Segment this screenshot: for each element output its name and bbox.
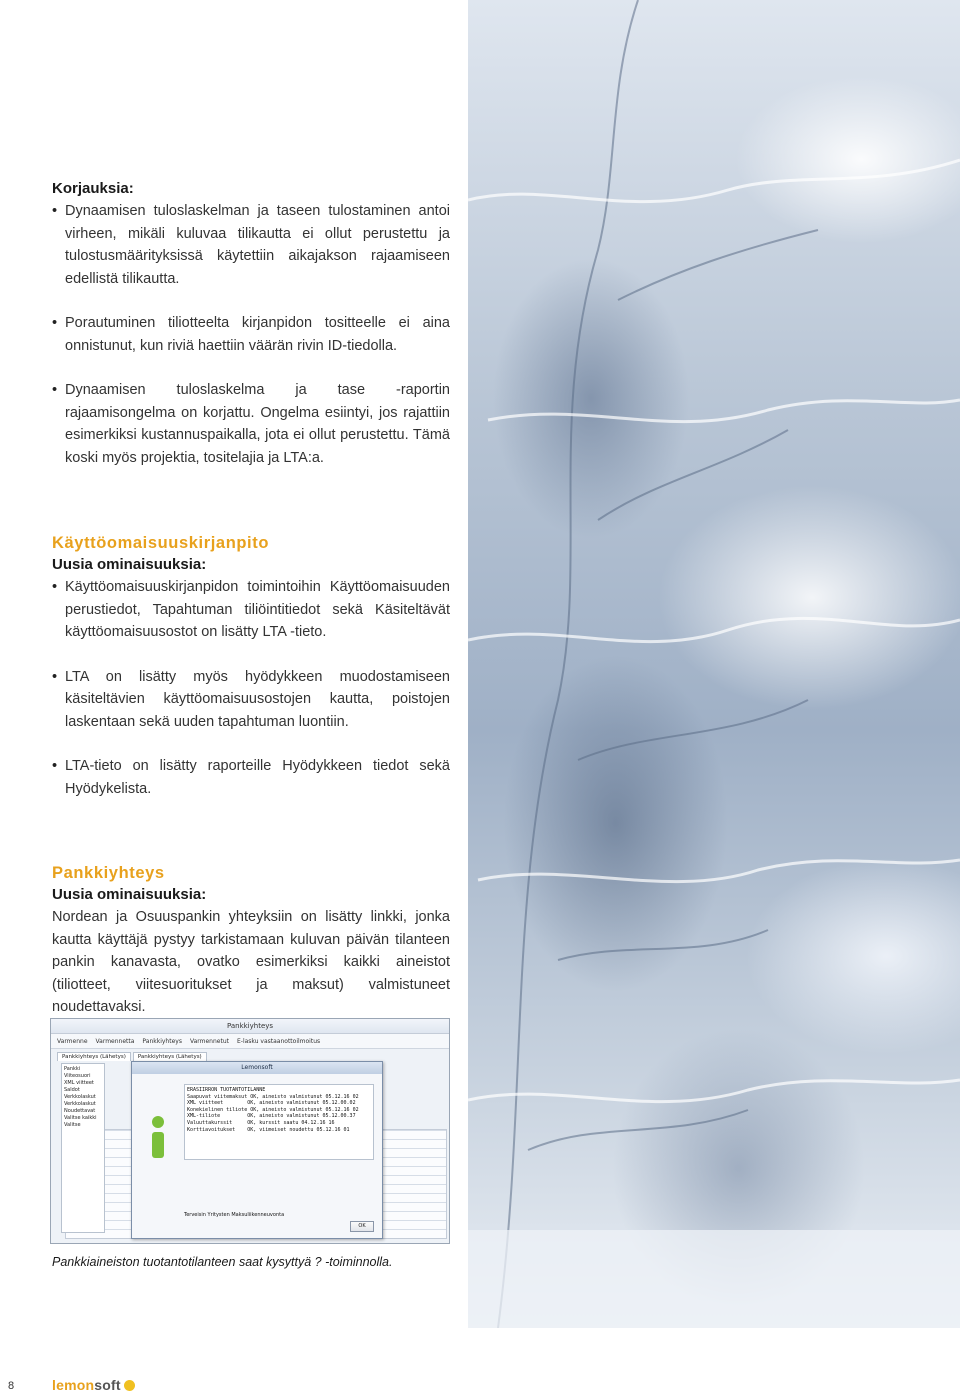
section-paragraph: Nordean ja Osuuspankin yhteyksiin on lisätty linkki, jonka kautta käyttäjä pystyy tarkistamaan kuluvan päivän tilanteen pankin kanavasta, ovatko esimerkiksi kaikki aineistot (tiliotteet, viitesuoritukset ja maksut) valmistuneet noudettavaksi. — [52, 909, 450, 1015]
window-title: Pankkiyhteys — [51, 1019, 449, 1034]
list-item: • LTA-tieto on lisätty raporteille Hyödykkeen tiedot sekä Hyödykelista. — [52, 755, 450, 800]
toolbar — [51, 1034, 449, 1049]
dialog-footer: Terveisin Yritysten Maksuliikenneuvonta — [184, 1212, 285, 1218]
bank-connection-section — [52, 862, 450, 1019]
lemonsoft-dialog — [131, 1061, 383, 1239]
lemonsoft-logo — [52, 1377, 135, 1393]
lemon-dot-icon — [124, 1380, 135, 1391]
toolbar-item: Pankkiyhteys — [142, 1037, 182, 1045]
list-item: • LTA on lisätty myös hyödykkeen muodostamiseen käsiteltävien käyttöomaisuusostojen kautta, poistojen laskentaan sekä uuden tapahtuman luontiin. — [52, 666, 450, 734]
list-item: • Dynaamisen tuloslaskelman ja taseen tulostaminen antoi virheen, mikäli kuluvaa tilikautta ei ollut perustettu ja tulostusmäärityksissä käytettiin aikajakson rajaamiseen edellistä tilikautta. — [52, 200, 450, 290]
toolbar-item: Varmennetta — [95, 1037, 135, 1045]
side-panel-item: Viiteosuori — [64, 1073, 91, 1079]
tab-bar — [51, 1049, 449, 1061]
tab: Pankkiyhteys (Lähetys) — [57, 1052, 131, 1061]
toolbar-item: Varmenne — [57, 1037, 88, 1045]
toolbar-item: E-lasku vastaanottoilmoitus — [236, 1037, 321, 1045]
fixes-heading: Korjauksia: — [52, 180, 134, 197]
fixed-assets-section — [52, 532, 450, 822]
side-panel-item: Saldot — [64, 1087, 80, 1093]
list-item: • Dynaamisen tuloslaskelma ja tase -raportin rajaamisongelma on korjattu. Ongelma esiintyi, jos rajattiin esimerkiksi kustannuspaikalla, jota ei ollut perustettu. Tämä koski myös projektia, tositelajia ja LTA:a. — [52, 379, 450, 469]
section-subheading: Uusia ominaisuuksia: — [52, 886, 207, 903]
page-number: 8 — [8, 1380, 15, 1392]
snowy-trees-photo — [468, 0, 960, 1328]
side-panel-item: Noudettavat — [64, 1108, 96, 1114]
dialog-message: ERASIIRRON TUOTANTOTILANNE Saapuvat viitemaksut OK, aineisto valmistunut 05.12.16 02 XML viitteet OK, aineisto valmistunut 05.12.00.02 Konekielinen tiliote OK, aineisto valmistunut 05.12.16 02 XML-tiliote OK, aineisto valmistunut 05.12.00.37 Valuuttakurssit OK, kurssit saatu 04.12.16 16 Korttiavoitukset OK, viimeiset noudettu 05.12.16 01 — [184, 1084, 374, 1160]
section-subheading: Uusia ominaisuuksia: — [52, 556, 207, 573]
list-item: • Käyttöomaisuuskirjanpidon toimintoihin Käyttöomaisuuden perustiedot, Tapahtuman tiliöintitiedot sekä Käsiteltävät käyttöomaisuusostot on lisätty LTA -tieto. — [52, 576, 450, 644]
screenshot-caption: Pankkiaineiston tuotantotilanteen saat kysyttyä ? -toiminnolla. — [52, 1255, 393, 1269]
side-panel — [61, 1063, 105, 1233]
dialog-title: Lemonsoft — [132, 1062, 382, 1074]
side-panel-item: Verkkolaskut — [64, 1101, 96, 1107]
fixes-list — [52, 200, 450, 469]
side-panel-item: Verkkolaskut — [64, 1094, 96, 1100]
logo-part-soft: soft — [94, 1377, 121, 1393]
ok-button[interactable]: OK — [350, 1221, 374, 1232]
fixes-section — [52, 178, 450, 491]
toolbar-item: Varmennetut — [189, 1037, 229, 1045]
section-title: Pankkiyhteys — [52, 864, 165, 882]
logo-part-lemon: lemon — [52, 1377, 95, 1393]
side-panel-item: Valitse kaikki — [64, 1115, 97, 1121]
side-panel-item: Pankki — [64, 1066, 81, 1072]
section-title: Käyttöomaisuuskirjanpito — [52, 534, 270, 552]
info-icon — [144, 1114, 172, 1160]
list-item: • Porautuminen tiliotteelta kirjanpidon tositteelle ei aina onnistunut, kun riviä haettiin väärän rivin ID-tiedolla. — [52, 312, 450, 357]
tab: Pankkiyhteys (Lähetys) — [133, 1052, 207, 1061]
features-list — [52, 576, 450, 800]
side-panel-item: Valitse — [64, 1122, 81, 1128]
side-panel-item: XML viitteet — [64, 1080, 94, 1086]
app-screenshot — [50, 1018, 450, 1244]
